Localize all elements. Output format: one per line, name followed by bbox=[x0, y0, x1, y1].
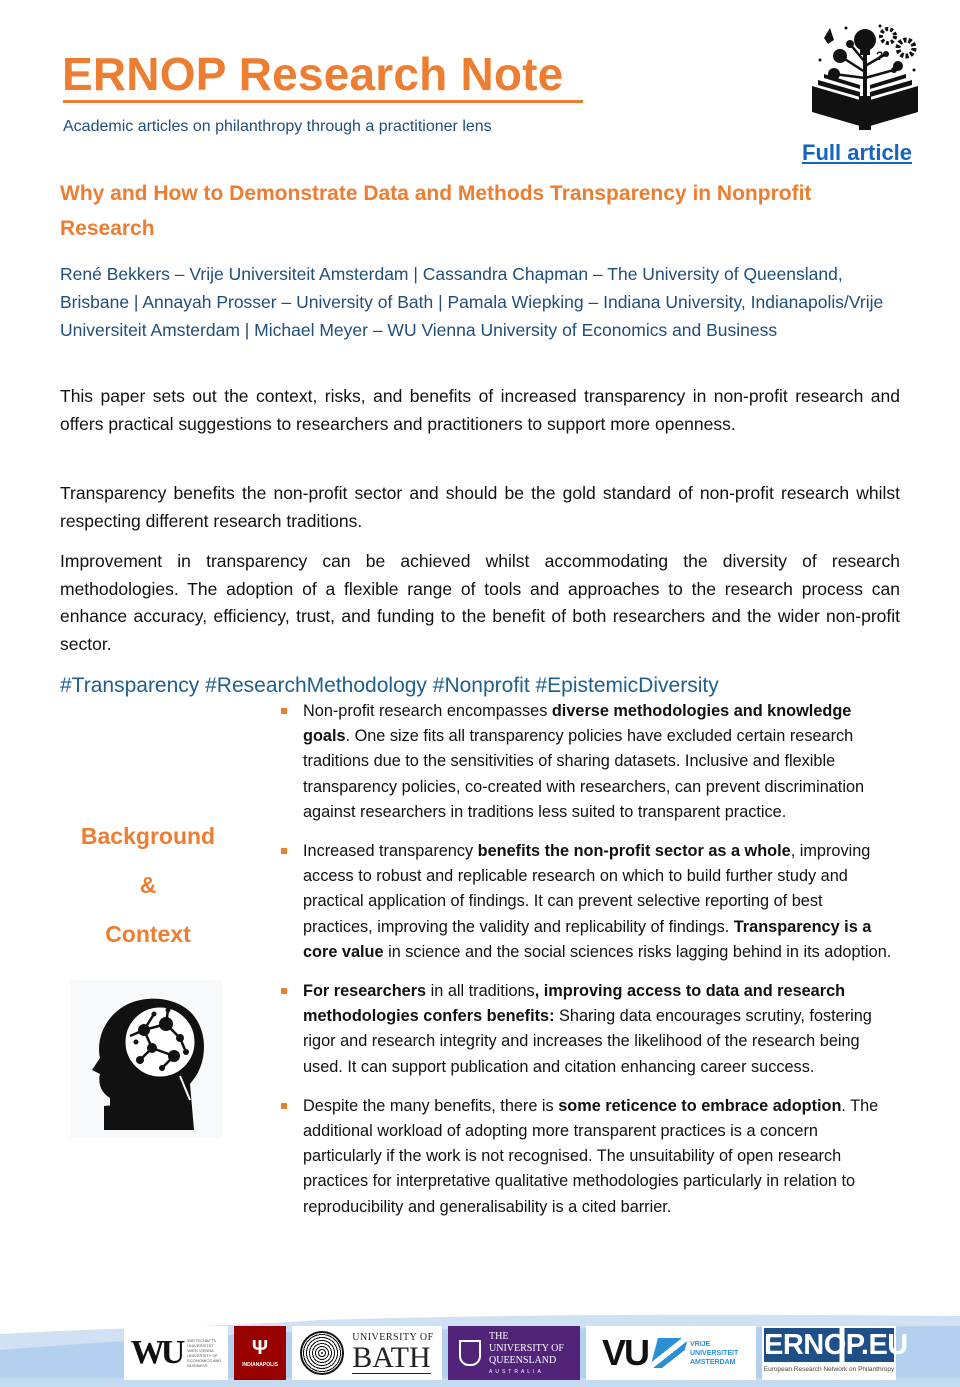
svg-text:?: ? bbox=[876, 49, 884, 63]
summary-paragraph: This paper sets out the context, risks, and benefits of increased transparency in non-profit research and offers practical suggestions to researchers and practitioners to support more openness. bbox=[60, 386, 900, 434]
bullet-square-icon bbox=[281, 708, 287, 714]
list-item: Non-profit research encompasses diverse methodologies and knowledge goals. One size fits all transparency policies have excluded certain research traditions due to the sensitivities of sharing datasets. Inclusive and flexible transparency policies, co-created with researchers, can prevent discrimination against researchers in traditions less suited to transparent practice. bbox=[280, 699, 895, 825]
wu-vienna-logo: WU WIRTSCHAFTS UNIVERSITÄT WIEN VIENNA UNIVERSITY OF ECONOMICS AND BUSINESS bbox=[124, 1326, 228, 1380]
bullet-square-icon bbox=[281, 988, 287, 994]
bullet-square-icon bbox=[281, 848, 287, 854]
section-label-context: Context bbox=[105, 921, 191, 947]
article-authors: René Bekkers – Vrije Universiteit Amsterdam | Cassandra Chapman – The University of Queensland, Brisbane | Annayah Prosser – University of Bath | Pamala Wiepking – Indiana University, Indianapolis/Vrije Universiteit Amsterdam | Michael Meyer – WU Vienna University of Economics and Business bbox=[60, 264, 884, 340]
summary-paragraph: Transparency benefits the non-profit sector and should be the gold standard of non-profit research whilst respecting different research traditions. bbox=[60, 483, 900, 531]
list-item: Increased transparency benefits the non-profit sector as a whole, improving access to robust and replicable research on which to build further study and practical application of findings. It can prevent selective reporting of best practices, improving the validity and replicability of findings. Transparency is a core value in science and the social sciences risks lagging behind in its adoption. bbox=[280, 839, 895, 965]
vrije-universiteit-amsterdam-logo: VU VRIJE UNIVERSITEIT AMSTERDAM bbox=[586, 1326, 756, 1380]
background-bullet-list bbox=[280, 699, 895, 1234]
section-label-ampersand: & bbox=[139, 872, 157, 898]
uq-crest-icon bbox=[459, 1340, 481, 1366]
list-item: Despite the many benefits, there is some reticence to embrace adoption. The additional workload of adopting more transparent practices is a concern particularly if the work is not recognised. The unsuitability of open research practices for interpretative qualitative methodologies particularly in relation to reproducibility and generalisability is a cited barrier. bbox=[280, 1094, 895, 1220]
full-article-link[interactable]: Full article bbox=[802, 140, 913, 165]
griffin-icon bbox=[650, 1338, 688, 1368]
section-label-background: Background bbox=[80, 823, 216, 849]
bullet-square-icon bbox=[281, 1103, 287, 1109]
book-tree-of-ideas-icon bbox=[806, 14, 924, 136]
bath-seal-icon bbox=[300, 1331, 344, 1375]
hashtags: #Transparency #ResearchMethodology #Nonprofit #EpistemicDiversity bbox=[60, 674, 719, 697]
head-with-network-brain-icon bbox=[70, 980, 222, 1138]
list-item: For researchers in all traditions, improving access to data and research methodologies confers benefits: Sharing data encourages scrutiny, fostering rigor and research integrity and increases the likelihood of the research being used. It can support publication and citation enhancing career success. bbox=[280, 979, 895, 1080]
summary-paragraph: Improvement in transparency can be achieved whilst accommodating the diversity of research methodologies. The adoption of a flexible range of tools and approaches to the research process can enhance accuracy, efficiency, trust, and funding to the benefit of both researchers and the wider non-profit sector. bbox=[60, 551, 900, 654]
page-subtitle: Academic articles on philanthropy through a practitioner lens bbox=[63, 118, 492, 135]
partner-logos bbox=[124, 1326, 908, 1380]
university-of-queensland-logo: THE UNIVERSITY OF QUEENSLAND AUSTRALIA bbox=[448, 1326, 580, 1380]
article-title: Why and How to Demonstrate Data and Methods Transparency in Nonprofit Research bbox=[60, 182, 812, 240]
ernop-eu-logo: ERNOP.EU European Research Network on Philanthropy bbox=[762, 1326, 896, 1380]
title-underline bbox=[63, 100, 583, 103]
indiana-university-logo: Ψ INDIANAPOLIS bbox=[234, 1326, 286, 1380]
university-of-bath-logo: UNIVERSITY OF BATH bbox=[292, 1326, 442, 1380]
page-title: ERNOP Research Note bbox=[62, 48, 564, 100]
